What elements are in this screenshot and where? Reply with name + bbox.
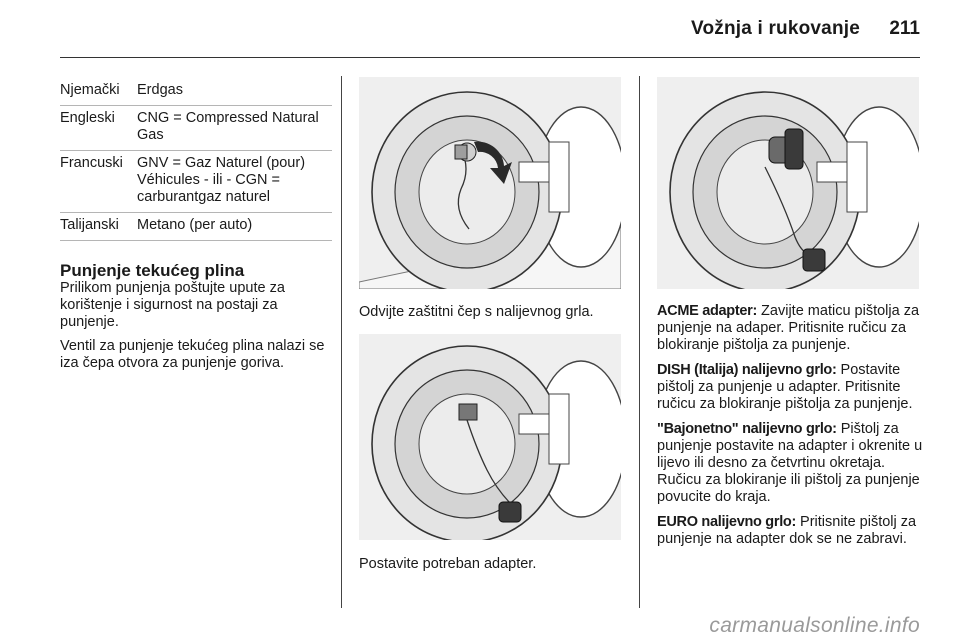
language-table (60, 78, 332, 241)
instruction-lead: "Bajonetno" nalijevno grlo: (657, 421, 837, 437)
section-paragraph: Prilikom punjenja poštujte upute za korištenje i sigurnost na postaji za punjenje. (60, 280, 285, 330)
instruction-text: Pritisnite pištolj za punjenje na adapter dok se ne zabravi. (657, 514, 917, 547)
section-paragraph: Ventil za punjenje tekućeg plina nalazi se iza čepa otvora za punjenje goriva. (60, 338, 325, 371)
instruction-bayonet (657, 421, 925, 506)
language-name: Talijanski (60, 213, 137, 241)
column-divider (639, 76, 640, 608)
illustration-unscrew-cap (359, 77, 621, 289)
language-name: Njemački (60, 78, 137, 106)
fuel-nozzle-adapter-icon (657, 77, 919, 289)
instruction-lead: EURO nalijevno grlo: (657, 514, 797, 530)
instruction-dish (657, 362, 925, 413)
table-row (60, 151, 332, 213)
instruction-lead: ACME adapter: (657, 303, 758, 319)
header-divider (60, 57, 920, 58)
instruction-text: Zavijte maticu pištolja za punjenje na adaper. Pritisnite ručicu za blokiranje pištolja za punjenje. (657, 303, 920, 353)
language-name: Engleski (60, 106, 137, 151)
table-row (60, 106, 332, 151)
instruction-text: Postavite pištolj za punjenje u adapter. Pritisnite ručicu za blokiranje pištolja za punjenje. (657, 362, 913, 412)
section-heading: Punjenje tekućeg plina (60, 261, 245, 280)
illustration-acme-adapter (657, 77, 919, 289)
language-name: Francuski (60, 151, 137, 213)
instruction-lead: DISH (Italija) nalijevno grlo: (657, 362, 837, 378)
column-divider (341, 76, 342, 608)
language-term: Metano (per auto) (137, 213, 332, 241)
illustration-fit-adapter (359, 334, 621, 540)
language-term: CNG = Compressed Natural Gas (137, 106, 332, 151)
fuel-flap-cap-icon (359, 77, 621, 289)
table-row (60, 213, 332, 241)
caption: Odvijte zaštitni čep s nalijevnog grla. (359, 304, 594, 320)
fuel-flap-adapter-icon (359, 334, 621, 540)
instruction-acme (657, 303, 925, 354)
instruction-text: Pištolj za punjenje postavite na adapter i okrenite u lijevo ili desno za četvrtinu okretaja. Ručicu za blokiranje ili pištolj za punjenje povucite do kraja. (657, 421, 923, 505)
watermark: carmanualsonline.info (709, 614, 920, 637)
page-number: 211 (889, 18, 920, 39)
left-column (60, 78, 332, 379)
language-term: Erdgas (137, 78, 332, 106)
language-term: GNV = Gaz Naturel (pour) Véhicules - ili - CGN = carburantgaz naturel (137, 151, 332, 213)
instruction-euro (657, 514, 925, 548)
table-row (60, 78, 332, 106)
page-title: Vožnja i rukovanje (690, 18, 860, 39)
right-column (657, 303, 925, 556)
caption: Postavite potreban adapter. (359, 556, 537, 572)
